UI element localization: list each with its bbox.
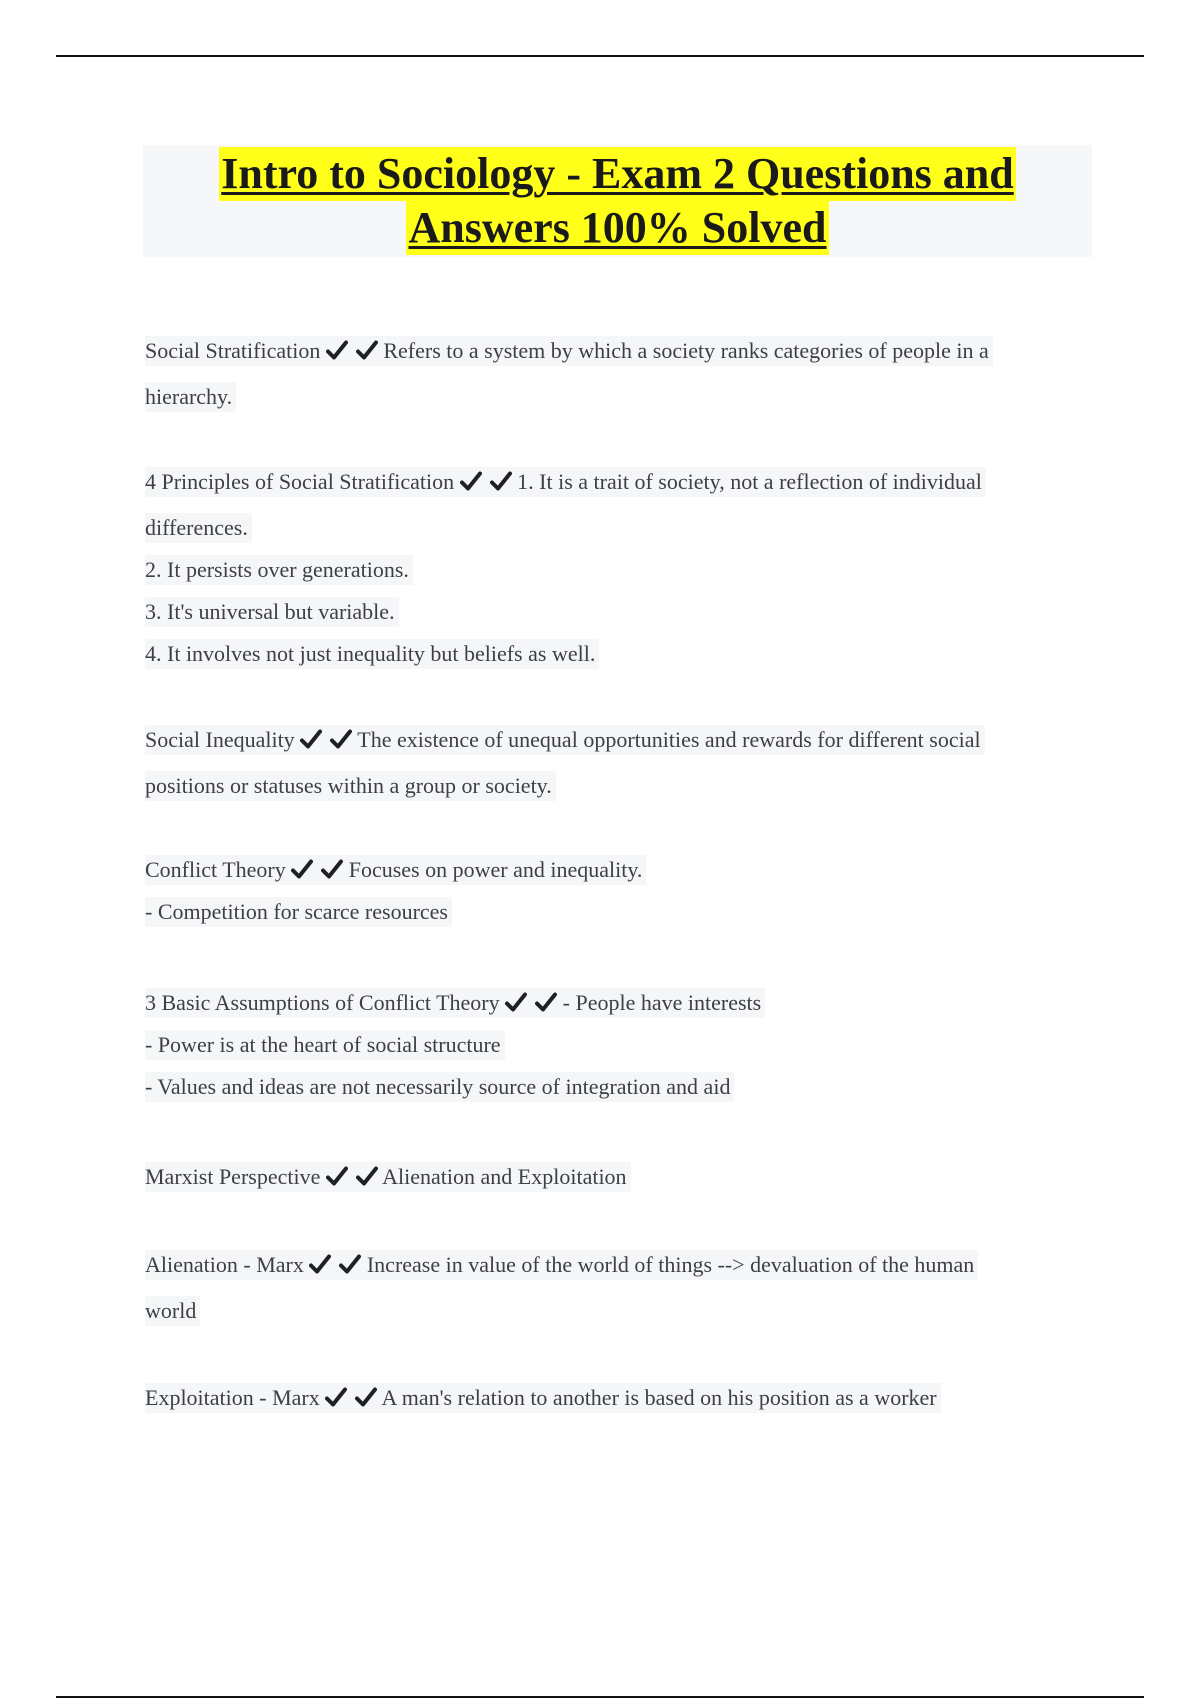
entry-line	[145, 336, 993, 366]
definition-continued: hierarchy.	[145, 384, 233, 409]
entry-first-line	[145, 725, 985, 771]
entry-continuation-line	[145, 382, 993, 424]
entry-first-line	[145, 1250, 978, 1296]
entry-line	[145, 382, 236, 412]
entry-first-line	[145, 855, 646, 897]
definition: Alienation and Exploitation	[382, 1164, 627, 1189]
checkmark-icon	[356, 1165, 378, 1187]
entry-line	[145, 639, 599, 669]
term: 4 Principles of Social Stratification	[145, 469, 455, 494]
checkmark-icon	[535, 991, 557, 1013]
checkmark-icon	[300, 728, 322, 750]
entry-line	[145, 771, 556, 801]
entry-continuation-line	[145, 1296, 978, 1338]
definition: A man's relation to another is based on his position as a worker	[381, 1385, 937, 1410]
definition-continued: world	[145, 1298, 197, 1323]
definition-continued: differences.	[145, 515, 248, 540]
definition-continued: 3. It's universal but variable.	[145, 599, 395, 624]
entry-first-line	[145, 988, 765, 1030]
title-line-1: Intro to Sociology - Exam 2 Questions and	[219, 147, 1016, 201]
checkmark-icon	[339, 1253, 361, 1275]
term: Alienation - Marx	[145, 1252, 304, 1277]
term: 3 Basic Assumptions of Conflict Theory	[145, 990, 500, 1015]
checkmark-icon	[460, 470, 482, 492]
entry-continuation-line	[145, 639, 986, 681]
entry-first-line	[145, 336, 993, 382]
definition-continued: - Power is at the heart of social structure	[145, 1032, 501, 1057]
qa-entry	[145, 725, 985, 813]
entry-line	[145, 467, 986, 497]
checkmark-icon	[325, 1386, 347, 1408]
entry-first-line	[145, 467, 986, 513]
definition: - People have interests	[562, 990, 762, 1015]
term: Social Stratification	[145, 338, 321, 363]
definition: Refers to a system by which a society ranks categories of people in a	[383, 338, 989, 363]
entry-line	[145, 1296, 200, 1326]
qa-entry	[145, 988, 765, 1114]
entry-line	[145, 1383, 941, 1413]
entry-continuation-line	[145, 513, 986, 555]
footer-rule	[56, 1696, 1144, 1698]
term: Conflict Theory	[145, 857, 286, 882]
title-line-2: Answers 100% Solved	[406, 201, 828, 255]
document-title	[143, 145, 1092, 257]
entry-continuation-line	[145, 1072, 765, 1114]
checkmark-icon	[355, 1386, 377, 1408]
definition-continued: 4. It involves not just inequality but beliefs as well.	[145, 641, 596, 666]
entry-line	[145, 988, 765, 1018]
definition-continued: positions or statuses within a group or society.	[145, 773, 552, 798]
qa-entry	[145, 1383, 941, 1425]
qa-entry	[145, 467, 986, 681]
checkmark-icon	[326, 1165, 348, 1187]
qa-entry	[145, 1250, 978, 1338]
entry-line	[145, 1250, 978, 1280]
entry-continuation-line	[145, 771, 985, 813]
entry-line	[145, 513, 252, 543]
checkmark-icon	[326, 339, 348, 361]
checkmark-icon	[309, 1253, 331, 1275]
qa-entry	[145, 1162, 631, 1204]
checkmark-icon	[330, 728, 352, 750]
term: Exploitation - Marx	[145, 1385, 320, 1410]
entry-line	[145, 897, 452, 927]
checkmark-icon	[490, 470, 512, 492]
qa-entry	[145, 336, 993, 424]
entry-line	[145, 597, 399, 627]
checkmark-icon	[356, 339, 378, 361]
entry-continuation-line	[145, 555, 986, 597]
term: Marxist Perspective	[145, 1164, 321, 1189]
checkmark-icon	[291, 858, 313, 880]
entry-first-line	[145, 1162, 631, 1204]
qa-entry	[145, 855, 646, 939]
definition-continued: - Competition for scarce resources	[145, 899, 448, 924]
entry-continuation-line	[145, 897, 646, 939]
definition-continued: - Values and ideas are not necessarily source of integration and aid	[145, 1074, 731, 1099]
entry-continuation-line	[145, 597, 986, 639]
entry-line	[145, 1030, 505, 1060]
checkmark-icon	[321, 858, 343, 880]
term: Social Inequality	[145, 727, 295, 752]
definition: 1. It is a trait of society, not a reflection of individual	[517, 469, 982, 494]
definition-continued: 2. It persists over generations.	[145, 557, 409, 582]
entry-first-line	[145, 1383, 941, 1425]
entry-line	[145, 1162, 631, 1192]
definition: Focuses on power and inequality.	[348, 857, 643, 882]
entry-line	[145, 855, 646, 885]
entry-line	[145, 1072, 734, 1102]
definition: Increase in value of the world of things --> devaluation of the human	[366, 1252, 975, 1277]
entry-line	[145, 725, 985, 755]
definition: The existence of unequal opportunities and rewards for different social	[357, 727, 981, 752]
entry-line	[145, 555, 413, 585]
checkmark-icon	[505, 991, 527, 1013]
entry-continuation-line	[145, 1030, 765, 1072]
header-rule	[56, 55, 1144, 57]
